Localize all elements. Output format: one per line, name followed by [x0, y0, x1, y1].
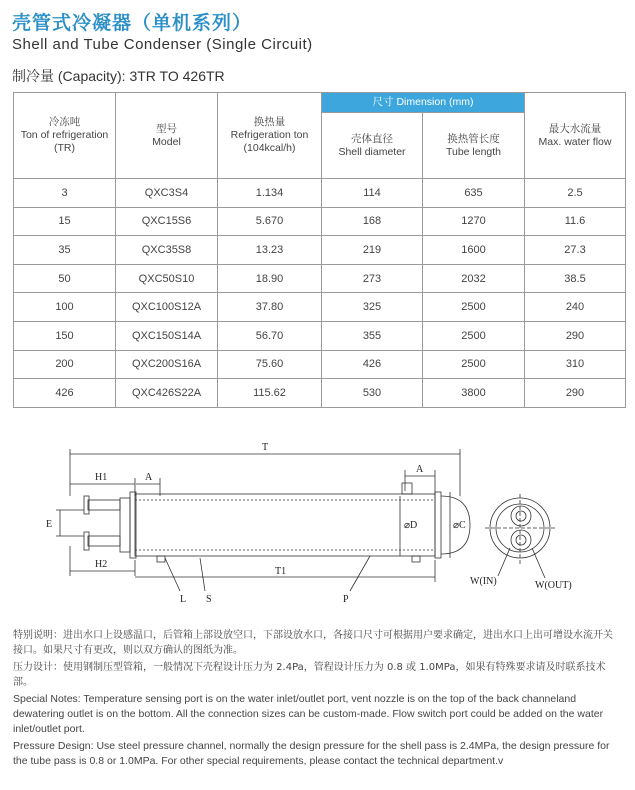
label-S: S [206, 594, 212, 605]
table-row [14, 236, 626, 265]
table-row [14, 321, 626, 350]
cell-ton: 150 [14, 321, 116, 350]
cell-shell-diameter: 426 [322, 350, 423, 379]
label-T: T [262, 442, 269, 453]
header-capacity-cn: 换热量 [253, 116, 286, 128]
cell-ton: 200 [14, 350, 116, 379]
table-row [14, 264, 626, 293]
cell-shell-diameter: 530 [322, 379, 423, 408]
label-D: ⌀D [404, 520, 418, 531]
cell-tube-length: 1600 [423, 236, 525, 265]
cell-max-flow: 11.6 [525, 207, 626, 236]
header-tube-en: Tube length [445, 145, 502, 158]
cell-capacity: 5.670 [218, 207, 322, 236]
cell-capacity: 37.80 [218, 293, 322, 322]
cell-capacity: 75.60 [218, 350, 322, 379]
label-L: L [180, 594, 187, 605]
label-A-left: A [145, 472, 153, 483]
cell-ton: 50 [14, 264, 116, 293]
header-flow-en: Max. water flow [538, 135, 612, 148]
cell-tube-length: 635 [423, 179, 525, 208]
cell-model: QXC150S14A [116, 321, 218, 350]
header-ton-en: Ton of refrigeration (TR) [20, 129, 109, 154]
cell-tube-length: 3800 [423, 379, 525, 408]
cell-max-flow: 38.5 [525, 264, 626, 293]
header-shell-en: Shell diameter [338, 145, 406, 158]
cell-max-flow: 2.5 [525, 179, 626, 208]
header-tube-cn: 换热管长度 [447, 132, 500, 145]
header-ton-cn: 冷冻吨 [48, 116, 81, 128]
header-model-en: Model [152, 135, 181, 148]
cell-shell-diameter: 325 [322, 293, 423, 322]
cell-model: QXC50S10 [116, 264, 218, 293]
cell-capacity: 13.23 [218, 236, 322, 265]
note-pressure-en: Pressure Design: Use steel pressure channel, normally the design pressure for the shell pass is 2.4MPa, the design pressure for the tube pass is 0.8 or 1.0MPa. For other special requirements, please contact the technical department.v [13, 740, 610, 767]
cell-ton: 15 [14, 207, 116, 236]
cell-tube-length: 1270 [423, 207, 525, 236]
cell-capacity: 1.134 [218, 179, 322, 208]
header-flow-cn: 最大水流量 [548, 122, 602, 135]
cell-ton: 3 [14, 179, 116, 208]
cell-ton: 426 [14, 379, 116, 408]
cell-shell-diameter: 273 [322, 264, 423, 293]
cell-model: QXC200S16A [116, 350, 218, 379]
cell-ton: 35 [14, 236, 116, 265]
condenser-drawing [40, 436, 625, 611]
cell-capacity: 18.90 [218, 264, 322, 293]
cell-model: QXC100S12A [116, 293, 218, 322]
label-E: E [46, 519, 53, 530]
cell-model: QXC426S22A [116, 379, 218, 408]
label-T1: T1 [275, 566, 287, 577]
cell-tube-length: 2500 [423, 321, 525, 350]
note-special-en: Special Notes: Temperature sensing port is on the water inlet/outlet port, vent nozzle is on the top of the back channeland dewatering outlet is on the bottom. All the connection sizes can be custom-made. Flow switch port could be added on the water inlet/outlet port. [13, 693, 604, 735]
cell-tube-length: 2500 [423, 350, 525, 379]
table-row [14, 379, 626, 408]
cell-shell-diameter: 114 [322, 179, 423, 208]
header-model-cn: 型号 [156, 122, 177, 135]
cell-shell-diameter: 219 [322, 236, 423, 265]
page-title-en: Shell and Tube Condenser (Single Circuit) [12, 36, 313, 53]
label-P: P [343, 594, 349, 605]
header-capacity-en: Refrigeration ton (104kcal/h) [230, 129, 309, 154]
table-row [14, 293, 626, 322]
cell-model: QXC3S4 [116, 179, 218, 208]
label-H1: H1 [95, 472, 108, 483]
cell-max-flow: 290 [525, 379, 626, 408]
cell-tube-length: 2500 [423, 293, 525, 322]
spec-table [13, 92, 626, 408]
cell-max-flow: 240 [525, 293, 626, 322]
table-row [14, 350, 626, 379]
header-dimension: 尺寸 Dimension (mm) [322, 93, 525, 113]
cell-ton: 100 [14, 293, 116, 322]
table-row [14, 179, 626, 208]
cell-shell-diameter: 355 [322, 321, 423, 350]
cell-max-flow: 310 [525, 350, 626, 379]
label-water-out: W(OUT) [535, 580, 572, 591]
header-flow [525, 93, 626, 179]
header-shell [322, 113, 423, 179]
header-capacity [218, 93, 322, 179]
label-H2: H2 [95, 559, 108, 570]
header-model [116, 93, 218, 179]
cell-shell-diameter: 168 [322, 207, 423, 236]
header-tube [423, 113, 525, 179]
cell-max-flow: 27.3 [525, 236, 626, 265]
note-special-cn: 特别说明：进出水口上设感温口，后管箱上部设放空口，下部设放水口，各接口尺寸可根据用户要求确定，进出水口上出可增设水流开关接口。如果尺寸有更改，则以双方确认的图纸为准。 [13, 630, 613, 656]
page-title-cn: 壳管式冷凝器（单机系列） [12, 12, 253, 34]
note-pressure-cn: 压力设计：使用钢制压型管箱，一般情况下壳程设计压力为 2.4Pa，管程设计压力为 0.8 或 1.0MPa，如果有特殊要求请及时联系技术部。 [13, 662, 606, 688]
label-C: ⌀C [453, 520, 466, 531]
label-water-in: W(IN) [470, 576, 497, 587]
cell-tube-length: 2032 [423, 264, 525, 293]
capacity-range: 制冷量 (Capacity): 3TR TO 426TR [12, 68, 225, 84]
table-row [14, 207, 626, 236]
cell-capacity: 56.70 [218, 321, 322, 350]
cell-capacity: 115.62 [218, 379, 322, 408]
cell-model: QXC15S6 [116, 207, 218, 236]
header-shell-cn: 壳体直径 [351, 132, 393, 145]
header-ton [14, 93, 116, 179]
cell-model: QXC35S8 [116, 236, 218, 265]
label-A-right: A [416, 464, 424, 475]
notes-section [13, 628, 621, 771]
cell-max-flow: 290 [525, 321, 626, 350]
